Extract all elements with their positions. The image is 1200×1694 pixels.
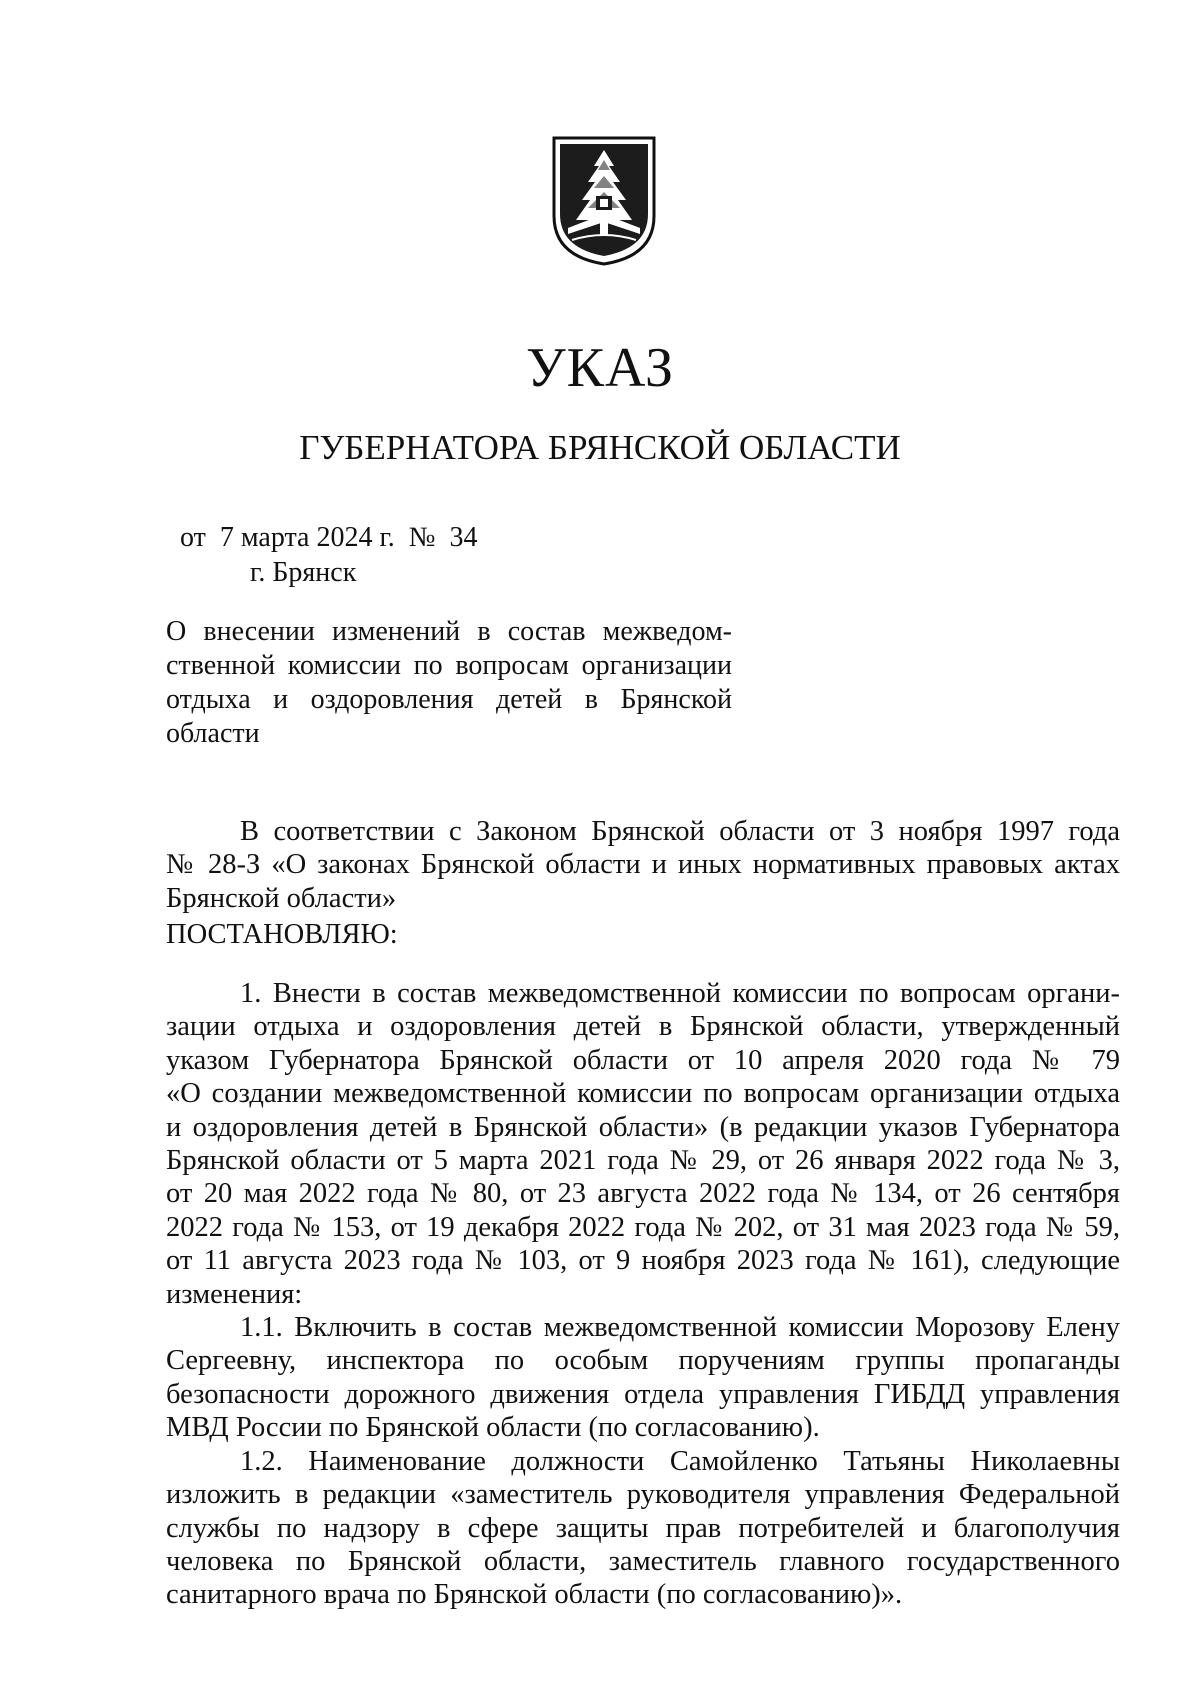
decree-word bbox=[166, 918, 1120, 951]
body-line: Сергеевну, инспектора по особым поручениям группы пропаганды bbox=[166, 1345, 1120, 1377]
preamble-line: № 28-З «О законах Брянской области и иных нормативных правовых актах bbox=[166, 849, 1120, 881]
subject-line: отдыха и оздоровления детей в Брянской bbox=[166, 684, 732, 715]
body-line: Брянской области от 5 марта 2021 года № 29, от 26 января 2022 года № 3, bbox=[166, 1145, 1120, 1177]
subject-line: области bbox=[166, 718, 260, 749]
body-line: безопасности дорожного движения отдела управления ГИБДД управления bbox=[166, 1378, 1120, 1410]
body-line: «О создании межведомственной комиссии по вопросам организации отдыха bbox=[166, 1078, 1120, 1110]
coat-of-arms-icon bbox=[548, 132, 660, 268]
body-line: изложить в редакции «заместитель руководителя управления Федеральной bbox=[166, 1479, 1120, 1511]
body-line: человека по Брянской области, заместитель главного государственного bbox=[166, 1545, 1120, 1577]
body-line: изменения: bbox=[166, 1278, 303, 1310]
document-date-number: от 7 марта 2024 г. № 34 bbox=[180, 522, 478, 553]
body-line: 1.2. Наименование должности Самойленко Татьяны Николаевны bbox=[240, 1445, 1120, 1477]
document-subtitle: ГУБЕРНАТОРА БРЯНСКОЙ ОБЛАСТИ bbox=[299, 428, 901, 467]
decree-line: ПОСТАНОВЛЯЮ: bbox=[166, 919, 398, 950]
preamble-line: В соответствии с Законом Брянской области от 3 ноября 1997 года bbox=[240, 816, 1120, 847]
body-line: МВД России по Брянской области (по согласованию). bbox=[166, 1412, 820, 1444]
subject-line: ственной комиссии по вопросам организации bbox=[166, 650, 732, 681]
body-line: службы по надзору в сфере защиты прав потребителей и благополучия bbox=[166, 1512, 1120, 1544]
document-subject bbox=[166, 615, 732, 751]
body-line: зации отдыха и оздоровления детей в Брянской области, утвержденный bbox=[166, 1011, 1120, 1043]
subject-line: О внесении изменений в состав межведом- bbox=[166, 616, 732, 647]
body-line: указом Губернатора Брянской области от 10 апреля 2020 года № 79 bbox=[166, 1044, 1120, 1076]
body-line: 1.1. Включить в состав межведомственной комиссии Морозову Елену bbox=[240, 1312, 1120, 1344]
preamble-line: Брянской области» bbox=[166, 882, 397, 914]
body-line: от 20 мая 2022 года № 80, от 23 августа 2022 года № 134, от 26 сентября bbox=[166, 1178, 1120, 1210]
body-line: санитарного врача по Брянской области (по согласованию)». bbox=[166, 1579, 903, 1611]
body-line: 1. Внести в состав межведомственной комиссии по вопросам органи- bbox=[240, 978, 1120, 1009]
main-text bbox=[166, 977, 1120, 1612]
body-line: 2022 года № 153, от 19 декабря 2022 года № 202, от 31 мая 2023 года № 59, bbox=[166, 1211, 1120, 1243]
body-line: и оздоровления детей в Брянской области» (в редакции указов Губернатора bbox=[166, 1111, 1120, 1143]
body-line: от 11 августа 2023 года № 103, от 9 ноября 2023 года № 161), следующие bbox=[166, 1245, 1120, 1277]
document-city: г. Брянск bbox=[250, 557, 357, 588]
document-title: УКАЗ bbox=[525, 337, 675, 399]
preamble-paragraph bbox=[166, 815, 1120, 915]
